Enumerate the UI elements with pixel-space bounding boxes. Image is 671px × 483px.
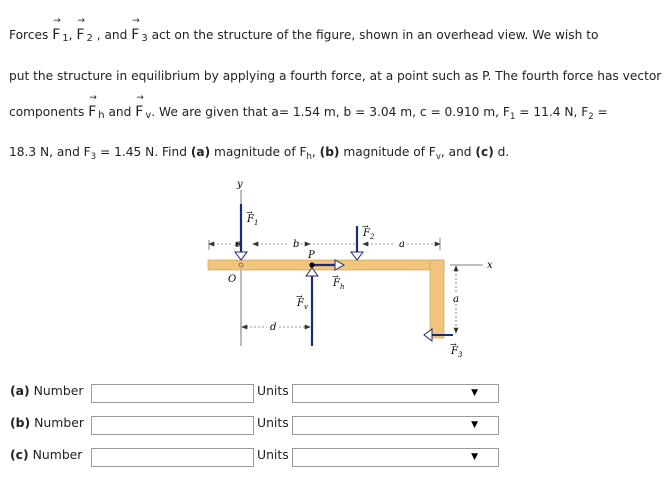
vector-arrow-icon: → <box>77 16 85 26</box>
part-b-units-select[interactable] <box>292 416 499 435</box>
x-axis-label: x <box>487 260 493 271</box>
point-p-label: P <box>308 250 315 261</box>
part-a-number-label: (a) Number <box>10 383 84 398</box>
text: = 1.45 N. Find <box>96 145 191 159</box>
text: put the structure in equilibrium by applying a fourth force, at a point such as P. The fourth force has vector <box>9 69 662 83</box>
text: . We are given that a= 1.54 m, b = 3.04 m, c = 0.910 m, F <box>151 105 510 119</box>
text: d. <box>493 145 510 159</box>
dim-b-label: b <box>293 239 300 250</box>
vector-arrow-icon: → <box>136 93 144 103</box>
subscript: h <box>306 152 312 162</box>
f2-arrowhead-icon <box>351 252 363 260</box>
part-c-marker: (c) <box>475 145 494 159</box>
part-c-number-label: (c) Number <box>10 447 83 462</box>
part-c-units-select[interactable] <box>292 448 499 467</box>
text: components <box>9 105 85 119</box>
f1-arrowhead-icon <box>235 252 247 260</box>
vector-fv: → F $_v$ <box>135 93 152 121</box>
dim-a-side-label: a <box>453 294 459 305</box>
structure-figure <box>195 178 505 368</box>
text: = 11.4 N, F <box>515 105 589 119</box>
part-b-marker: (b) <box>319 145 340 159</box>
text: = <box>593 105 608 119</box>
fv-vector-arrow-icon: → <box>296 292 303 301</box>
vector-fh: → F $_h$ <box>88 93 105 121</box>
text: act on the structure of the figure, shown in an overhead view. We wish to <box>151 28 599 42</box>
text: , <box>311 145 320 159</box>
part-a-number-input[interactable] <box>91 384 254 403</box>
subscript: v <box>435 152 441 162</box>
part-a-units-select[interactable] <box>292 384 499 403</box>
chevron-down-icon: ▼ <box>471 420 478 430</box>
vector-f1: → F $_1$ <box>52 16 69 44</box>
text: and <box>108 105 132 119</box>
part-c-units-label: Units <box>257 447 289 462</box>
vector-arrow-icon: → <box>132 16 140 26</box>
part-a-units-label: Units <box>257 383 289 398</box>
part-b-number-label: (b) Number <box>10 415 84 430</box>
point-p-dot <box>309 262 314 267</box>
fh-vector-arrow-icon: → <box>332 272 339 281</box>
vector-arrow-icon: → <box>89 93 97 103</box>
text: magnitude of F <box>339 145 436 159</box>
f3-label: $F_3$ <box>451 346 463 359</box>
subscript: 1 <box>509 112 516 122</box>
part-b-units-label: Units <box>257 415 289 430</box>
f2-label: $F_2$ <box>363 228 375 241</box>
text: , <box>68 28 73 42</box>
subscript: 2 <box>588 112 594 122</box>
f1-label: $F_1$ <box>247 214 259 227</box>
problem-line-2 <box>9 69 661 83</box>
vertical-beam <box>430 260 444 338</box>
vector-f3: → F $_3$ <box>131 16 148 44</box>
f2-vector-arrow-icon: → <box>362 222 369 231</box>
text: 18.3 N, and F <box>9 145 91 159</box>
vector-f2: → F $_2$ <box>76 16 93 44</box>
problem-line-3 <box>9 93 608 122</box>
vector-arrow-icon: → <box>53 16 61 26</box>
fh-label: $F_h$ <box>333 278 345 291</box>
problem-line-1 <box>9 16 599 44</box>
chevron-down-icon: ▼ <box>471 388 478 398</box>
f3-vector-arrow-icon: → <box>450 340 457 349</box>
fv-label: $F_v$ <box>297 298 308 311</box>
f3-arrowhead-icon <box>424 329 432 341</box>
y-axis-label: y <box>237 179 243 190</box>
top-dimension-lines <box>209 238 440 250</box>
subscript: 3 <box>90 152 97 162</box>
problem-line-4 <box>9 145 509 162</box>
origin-label: O <box>228 274 237 285</box>
dim-c-label: c <box>235 239 241 250</box>
text: , and <box>96 28 128 42</box>
chevron-down-icon: ▼ <box>471 452 478 462</box>
f1-vector-arrow-icon: → <box>246 208 253 217</box>
part-c-number-input[interactable] <box>91 448 254 467</box>
dim-d-label: d <box>270 322 277 333</box>
text: Forces <box>9 28 49 42</box>
text: , and <box>440 145 476 159</box>
text: magnitude of F <box>210 145 307 159</box>
part-a-marker: (a) <box>190 145 211 159</box>
part-b-number-input[interactable] <box>91 416 254 435</box>
dim-a-top-label: a <box>399 239 405 250</box>
